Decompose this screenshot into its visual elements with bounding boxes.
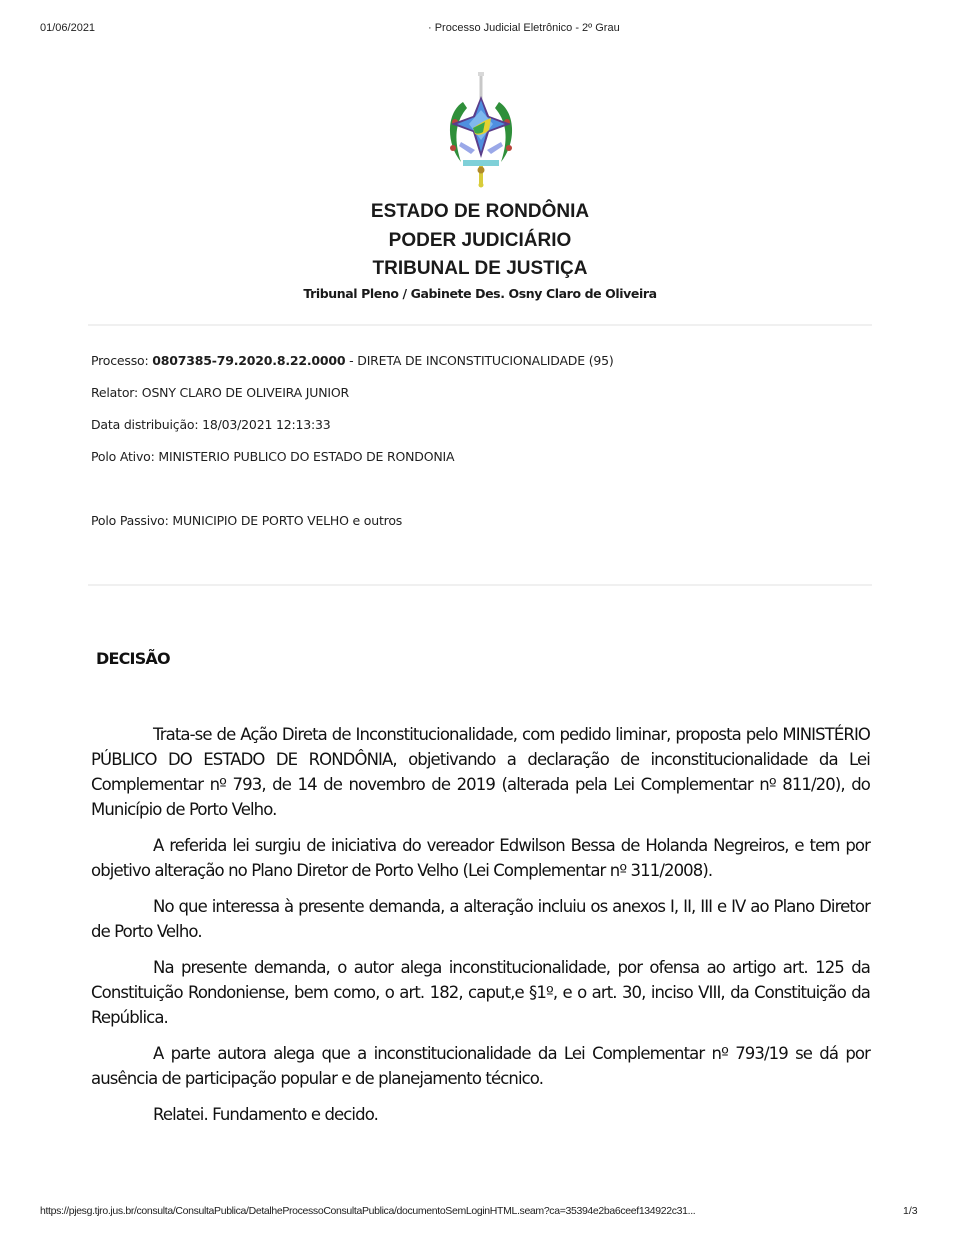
chamber-subtitle: Tribunal Pleno / Gabinete Des. Osny Claro de Oliveira <box>303 285 657 301</box>
print-header <box>0 22 960 38</box>
relator-line: Relator: OSNY CLARO DE OLIVEIRA JUNIOR <box>91 385 349 400</box>
tribunal-name: TRIBUNAL DE JUSTIÇA <box>372 258 588 279</box>
polo-ativo-line: Polo Ativo: MINISTERIO PUBLICO DO ESTADO DE RONDONIA <box>91 449 455 464</box>
decision-paragraph: Na presente demanda, o autor alega inconstitucionalidade, por ofensa ao artigo art. 125 da Constituição Rondoniense, bem como, o art. 182, caput,e §1º, e o art. 30, inciso VIII, da Constituição da República. <box>91 958 870 1027</box>
page-number: 1/3 <box>903 1205 918 1217</box>
rondonia-coat-of-arms-icon <box>441 72 521 188</box>
print-date: 01/06/2021 <box>40 22 96 34</box>
divider-bottom <box>88 584 872 586</box>
state-name: ESTADO DE RONDÔNIA <box>370 201 590 222</box>
decision-paragraph: Relatei. Fundamento e decido. <box>153 1105 378 1124</box>
print-page-title: · Processo Judicial Eletrônico - 2º Grau <box>428 22 620 34</box>
decision-body <box>91 722 870 1138</box>
data-distribuicao-line: Data distribuição: 18/03/2021 12:13:33 <box>91 417 331 432</box>
decision-paragraph: A referida lei surgiu de iniciativa do vereador Edwilson Bessa de Holanda Negreiros, e tem por objetivo alteração no Plano Diretor de Porto Velho (Lei Complementar nº 311/2008). <box>91 836 870 880</box>
decision-paragraph: Trata-se de Ação Direta de Inconstitucionalidade, com pedido liminar, proposta pelo MINISTÉRIO PÚBLICO DO ESTADO DE RONDÔNIA, objetivando a declaração de inconstitucionalidade da Lei Complementar nº 793, de 14 de novembro de 2019 (alterada pela Lei Complementar nº 811/20), do Município de Porto Velho. <box>91 725 870 819</box>
ribbon <box>463 160 499 166</box>
document-url: https://pjesg.tjro.jus.br/consulta/ConsultaPublica/DetalheProcessoConsultaPublica/documentoSemLoginHTML.seam?ca=35394e2ba6ceef134922c31... <box>40 1205 696 1217</box>
decision-paragraph: A parte autora alega que a inconstitucionalidade da Lei Complementar nº 793/19 se dá por ausência de participação popular e de planejamento técnico. <box>91 1044 870 1088</box>
processo-class: - DIRETA DE INCONSTITUCIONALIDADE (95) <box>345 353 614 368</box>
processo-label: Processo: <box>91 353 153 368</box>
processo-line <box>91 353 614 368</box>
divider-top <box>88 324 872 326</box>
decision-paragraph: No que interessa à presente demanda, a alteração incluiu os anexos I, II, III e IV ao Plano Diretor de Porto Velho. <box>91 897 870 941</box>
polo-passivo-line: Polo Passivo: MUNICIPIO DE PORTO VELHO e outros <box>91 513 403 528</box>
court-heading <box>0 198 960 304</box>
decision-title: DECISÃO <box>96 649 170 668</box>
processo-number: 0807385-79.2020.8.22.0000 <box>152 353 346 368</box>
laurel-right <box>495 102 512 162</box>
laurel-left <box>450 102 467 162</box>
judiciary-name: PODER JUDICIÁRIO <box>388 229 572 251</box>
